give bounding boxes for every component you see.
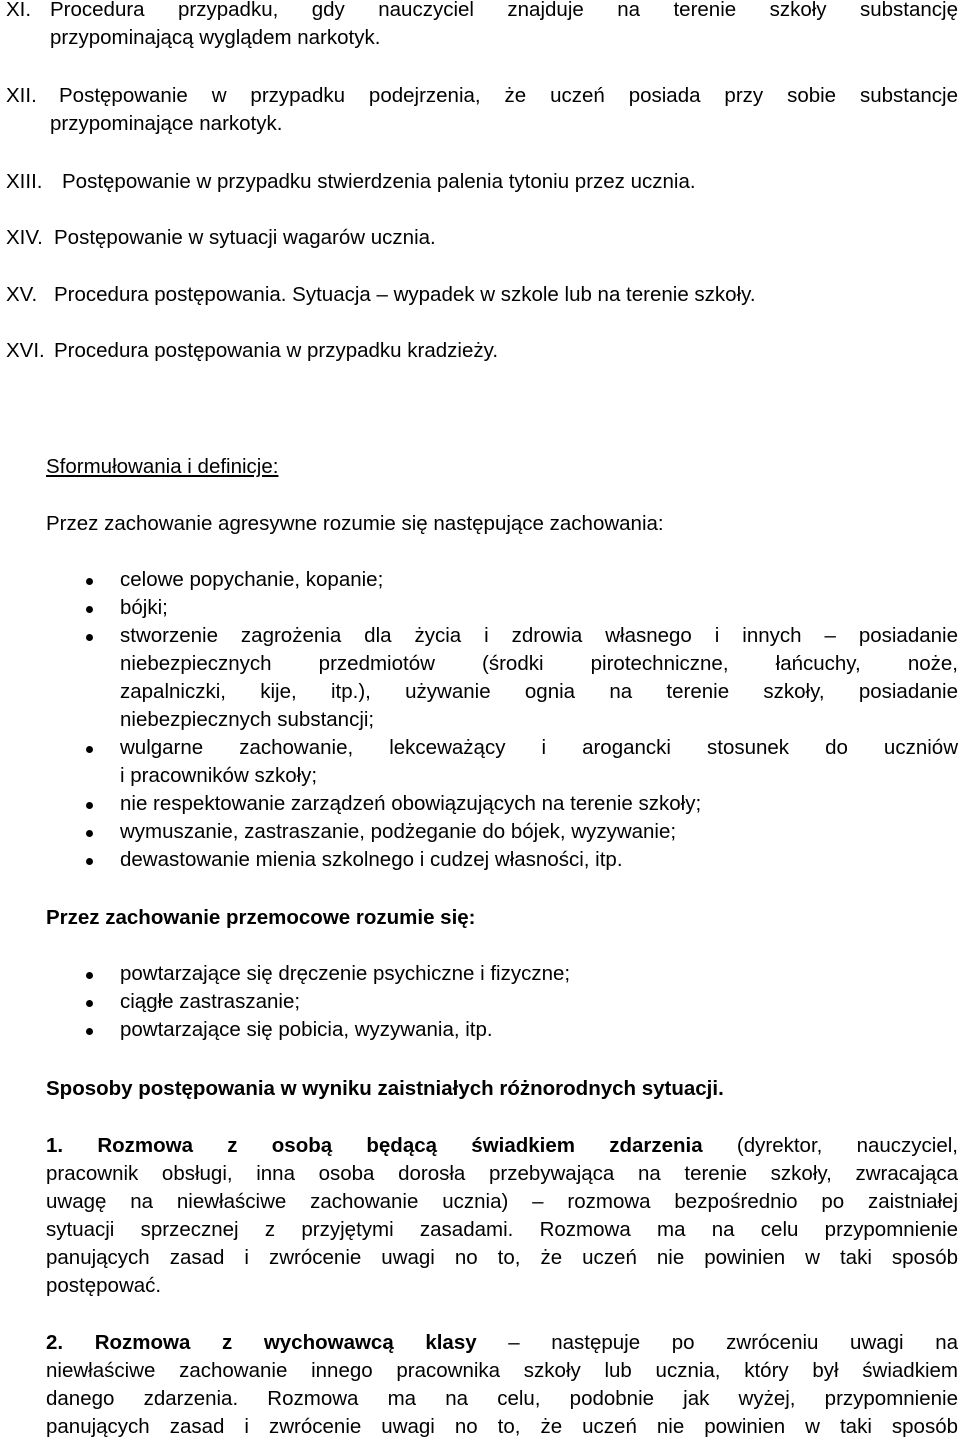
toc-number: XV. <box>6 283 38 306</box>
definitions-heading: Sformułowania i definicje: <box>46 455 279 478</box>
bullet-icon <box>86 802 93 809</box>
toc-text: Postępowanie w przypadku stwierdzenia palenia tytoniu przez ucznia. <box>62 170 696 193</box>
list-item: powtarzające się dręczenie psychiczne i fizyczne; <box>120 962 571 985</box>
toc-number: XII. <box>6 84 37 107</box>
bullet-icon <box>86 972 93 979</box>
violent-heading: Przez zachowanie przemocowe rozumie się: <box>46 906 476 929</box>
point-1-first-line <box>46 1132 958 1160</box>
point-title: Rozmowa z wychowawcą klasy <box>94 1331 477 1354</box>
point-title: Rozmowa z osobą będącą świadkiem zdarzenia <box>97 1134 703 1157</box>
list-item: bójki; <box>120 596 168 619</box>
bullet-icon <box>86 606 93 613</box>
list-item-continued: i pracowników szkoły; <box>120 764 318 787</box>
toc-text-continued: przypominające narkotyk. <box>50 112 283 135</box>
point-number: 2. <box>46 1331 64 1354</box>
toc-text: Postępowanie w przypadku podejrzenia, że uczeń posiada przy sobie substancje <box>59 84 958 107</box>
toc-number: XIV. <box>6 226 43 249</box>
point-number: 1. <box>46 1134 64 1157</box>
toc-text: Procedura postępowania w przypadku kradzieży. <box>54 339 499 362</box>
paragraph-line: pracownik obsługi, inna osoba dorosła przebywająca na terenie szkoły, zwracająca <box>46 1162 958 1185</box>
paragraph-line: uwagę na niewłaściwe zachowanie ucznia) – rozmowa bezpośrednio po zaistniałej <box>46 1190 958 1213</box>
toc-text: Procedura postępowania. Sytuacja – wypadek w szkole lub na terenie szkoły. <box>54 283 756 306</box>
toc-number: XIII. <box>6 170 43 193</box>
bullet-icon <box>86 830 93 837</box>
paragraph-line: niewłaściwe zachowanie innego pracownika szkoły lub ucznia, który był świadkiem <box>46 1359 958 1382</box>
toc-text-continued: przypominającą wyglądem narkotyk. <box>50 26 381 49</box>
list-item: ciągłe zastraszanie; <box>120 990 301 1013</box>
list-item-continued: zapalniczki, kije, itp.), używanie ognia na terenie szkoły, posiadanie <box>120 680 958 703</box>
methods-heading: Sposoby postępowania w wyniku zaistniałych różnorodnych sytuacji. <box>46 1077 724 1100</box>
list-item-continued: niebezpiecznych przedmiotów (środki pirotechniczne, łańcuchy, noże, <box>120 652 958 675</box>
paragraph-line: panujących zasad i zwrócenie uwagi no to, że uczeń nie powinien w taki sposób <box>46 1415 958 1438</box>
list-item: wymuszanie, zastraszanie, podżeganie do bójek, wyzywanie; <box>120 820 677 843</box>
paragraph-line: danego zdarzenia. Rozmowa ma na celu, podobnie jak wyżej, przypomnienie <box>46 1387 958 1410</box>
list-item: dewastowanie mienia szkolnego i cudzej własności, itp. <box>120 848 623 871</box>
point-text: – następuje po zwróceniu uwagi na <box>508 1331 958 1354</box>
toc-number: XVI. <box>6 339 45 362</box>
toc-number: XI. <box>6 0 32 21</box>
bullet-icon <box>86 634 93 641</box>
list-item: celowe popychanie, kopanie; <box>120 568 384 591</box>
list-item: nie respektowanie zarządzeń obowiązujących na terenie szkoły; <box>120 792 702 815</box>
bullet-icon <box>86 578 93 585</box>
bullet-icon <box>86 1000 93 1007</box>
paragraph-line: panujących zasad i zwrócenie uwagi no to, że uczeń nie powinien w taki sposób <box>46 1246 958 1269</box>
toc-text: Postępowanie w sytuacji wagarów ucznia. <box>54 226 436 249</box>
aggressive-heading: Przez zachowanie agresywne rozumie się następujące zachowania: <box>46 512 664 535</box>
list-item: powtarzające się pobicia, wyzywania, itp. <box>120 1018 493 1041</box>
bullet-icon <box>86 1028 93 1035</box>
paragraph-line: postępować. <box>46 1274 162 1297</box>
bullet-icon <box>86 746 93 753</box>
point-text: (dyrektor, nauczyciel, <box>736 1134 958 1157</box>
toc-text: Procedura przypadku, gdy nauczyciel znajduje na terenie szkoły substancję <box>50 0 958 21</box>
bullet-icon <box>86 858 93 865</box>
list-item: wulgarne zachowanie, lekceważący i arogancki stosunek do uczniów <box>120 736 958 759</box>
paragraph-line: sytuacji sprzecznej z przyjętymi zasadami. Rozmowa ma na celu przypomnienie <box>46 1218 958 1241</box>
list-item-continued: niebezpiecznych substancji; <box>120 708 375 731</box>
point-2-first-line <box>46 1329 958 1357</box>
list-item: stworzenie zagrożenia dla życia i zdrowia własnego i innych – posiadanie <box>120 624 958 647</box>
